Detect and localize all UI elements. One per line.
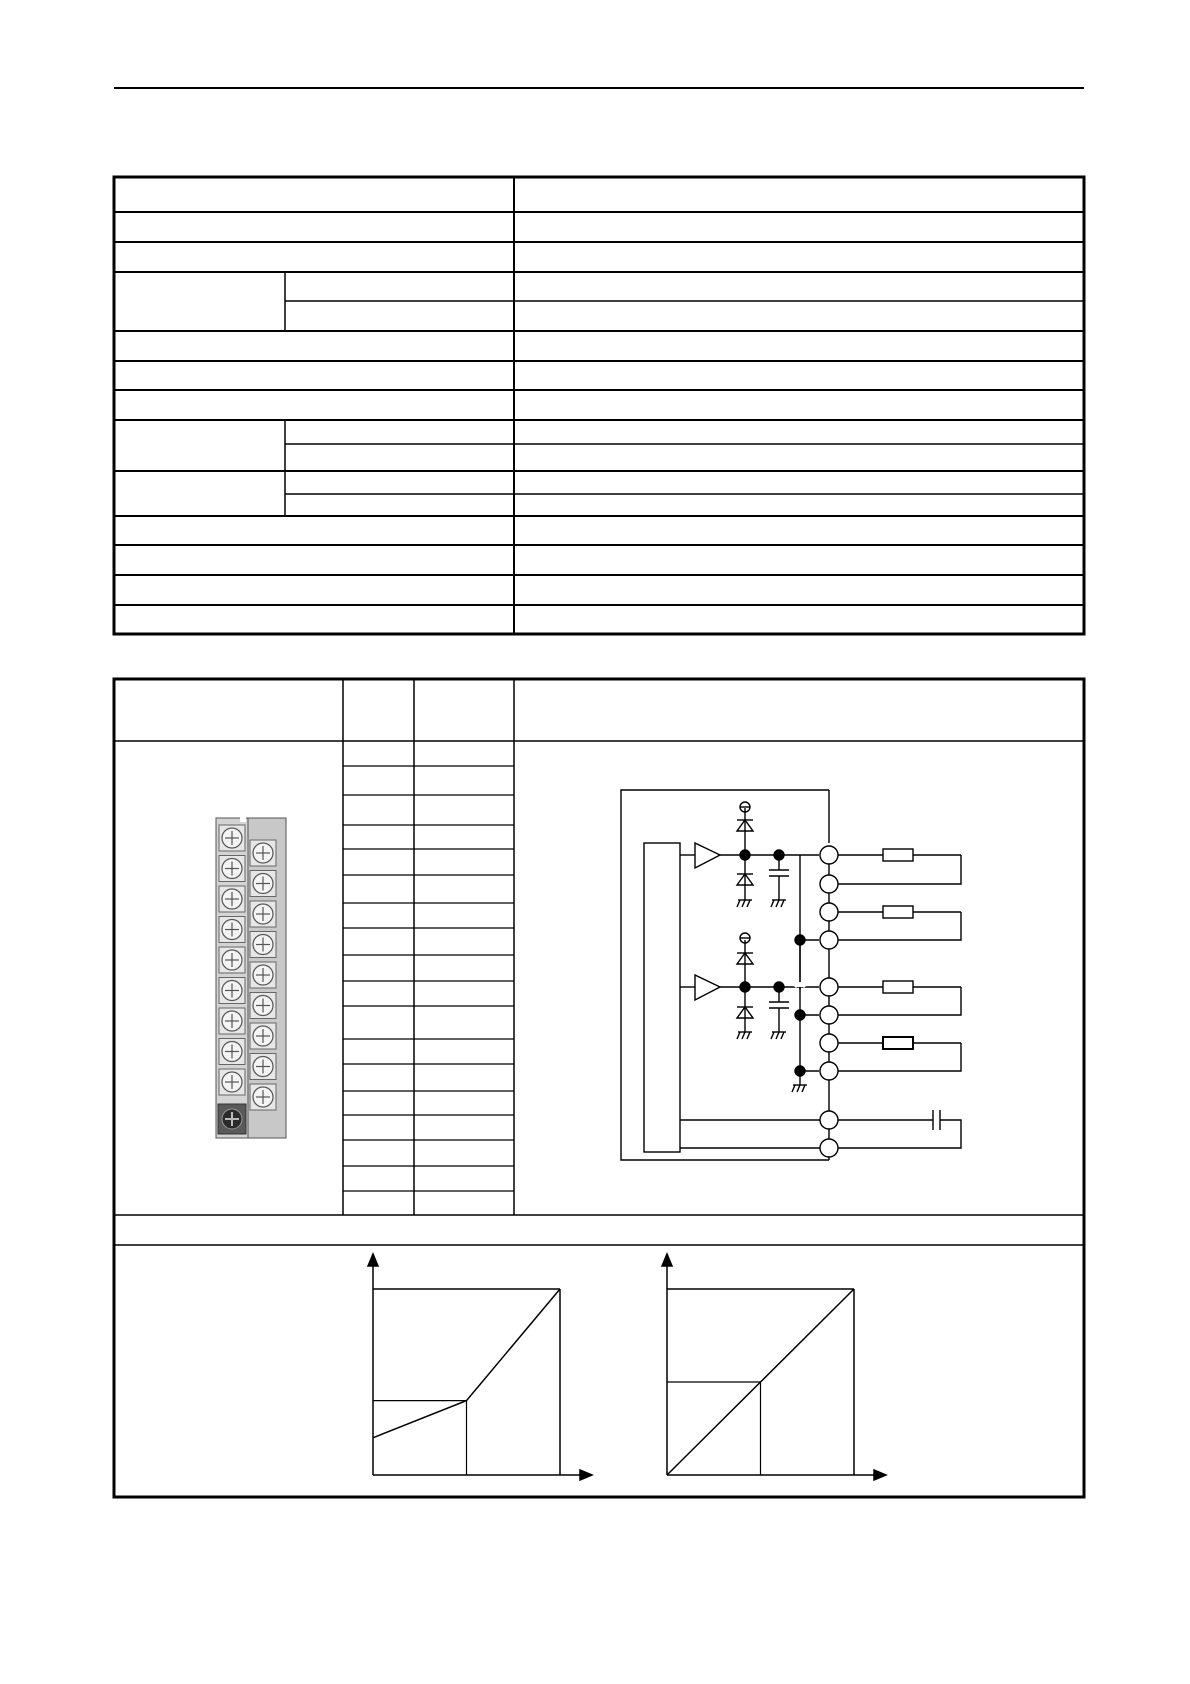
resistor-icon: [883, 1037, 913, 1049]
terminal-screw-icon: [250, 871, 276, 897]
conversion-graphs: [368, 1254, 886, 1480]
terminal-screw-icon: [250, 993, 276, 1019]
terminal: [820, 846, 838, 864]
terminal: [820, 1062, 838, 1080]
terminal-screw-icon: [250, 932, 276, 958]
amplifier-ch2-icon: [695, 975, 720, 1000]
terminal-screw-icon: [250, 1084, 276, 1110]
resistor-icon: [883, 906, 913, 918]
ground-icon: [737, 1032, 752, 1039]
y-arrow-icon: [368, 1254, 378, 1266]
terminal: [820, 931, 838, 949]
terminal-screw-icon: [250, 962, 276, 988]
terminal-screw-icon: [219, 1069, 245, 1095]
converter-block: [644, 843, 680, 1152]
input-circuit-diagram: [621, 790, 961, 1160]
x-arrow-icon: [874, 1470, 886, 1480]
graph-1-axes: [368, 1254, 592, 1480]
terminal: [820, 903, 838, 921]
terminal-screw-icon: [219, 886, 245, 912]
spec-table: [114, 177, 1084, 634]
terminal: [820, 1139, 838, 1157]
resistor-icon: [883, 981, 913, 993]
terminal: [820, 978, 838, 996]
amplifier-ch1-icon: [695, 843, 720, 868]
terminal-rows: [343, 766, 514, 1191]
ground-icon: [792, 1085, 807, 1092]
terminal-screw-icon: [219, 1008, 245, 1034]
resistor-icon: [883, 849, 913, 861]
terminal: [820, 1034, 838, 1052]
terminal-screw-icon: [250, 840, 276, 866]
ground-icon: [737, 900, 752, 907]
terminal: [820, 875, 838, 893]
terminal-screw-icon: [219, 1039, 245, 1065]
terminal: [820, 1006, 838, 1024]
terminal-screw-icon: [219, 978, 245, 1004]
terminal-screw-icon: [250, 901, 276, 927]
external-wiring: [838, 849, 961, 1148]
x-arrow-icon: [580, 1470, 592, 1480]
terminal-screw-icon: [219, 947, 245, 973]
ground-icon: [771, 900, 786, 907]
terminal-screw-icon: [219, 825, 245, 851]
reference-guide: [373, 1401, 467, 1475]
terminal-screw-icon: [250, 1054, 276, 1080]
y-arrow-icon: [662, 1254, 672, 1266]
terminal-block-illustration: [216, 816, 286, 1138]
terminal-screw-icon: [219, 917, 245, 943]
ground-icon: [771, 1032, 786, 1039]
terminal: [820, 1111, 838, 1129]
terminal-screw-icon: [250, 1023, 276, 1049]
terminal-screw-icon: [219, 856, 245, 882]
